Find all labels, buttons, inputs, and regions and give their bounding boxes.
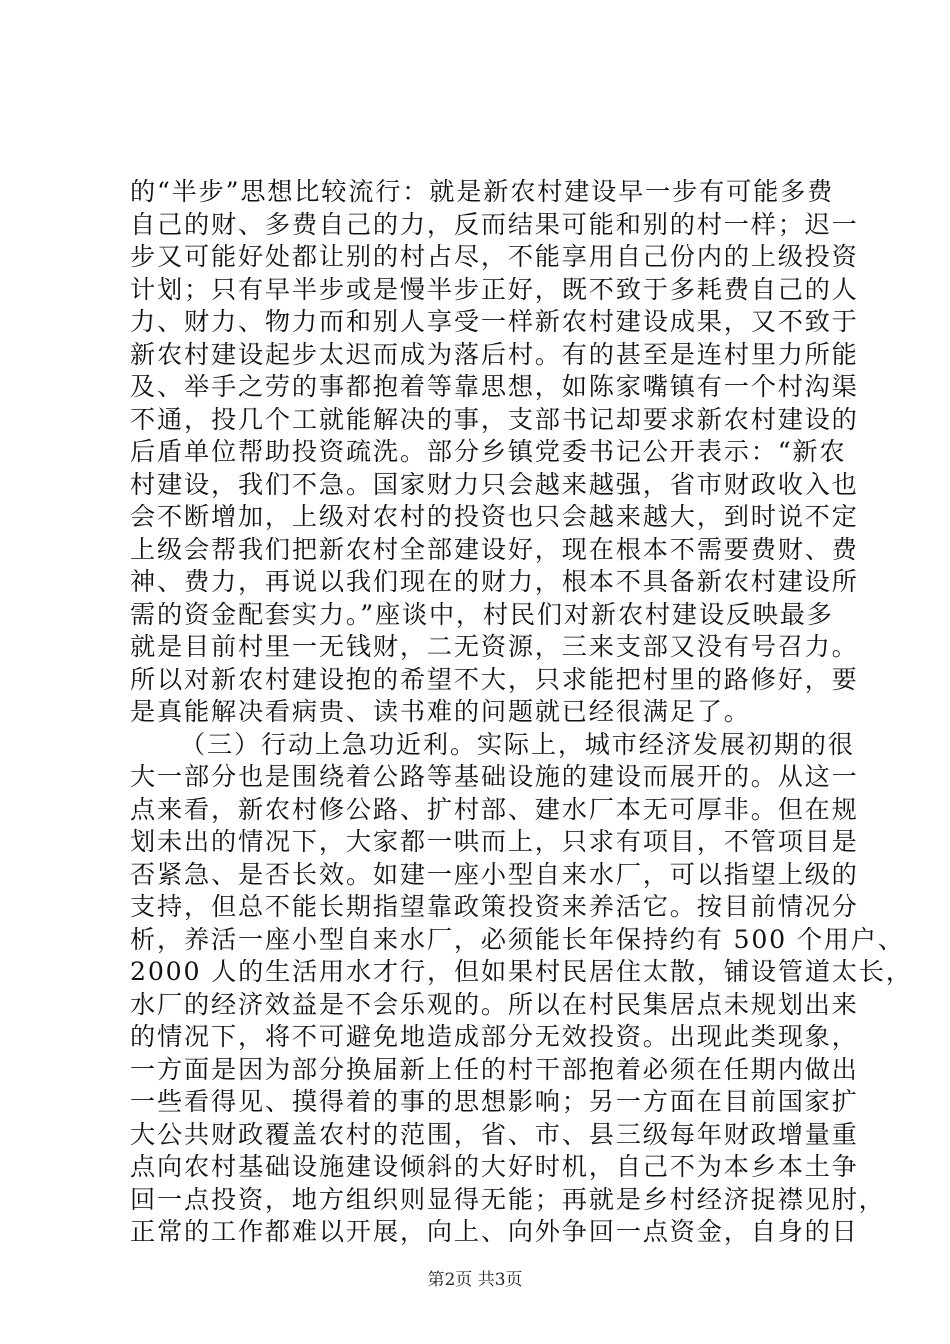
text-line: 大一部分也是围绕着公路等基础设施的建设而展开的。从这一 bbox=[130, 762, 859, 791]
body-text bbox=[130, 176, 913, 1249]
section-heading-line: （三）行动上急功近利。实际上，城市经济发展初期的很 bbox=[180, 729, 855, 759]
text-line: 计划；只有早半步或是慢半步正好，既不致于多耗费自己的人 bbox=[130, 274, 859, 304]
text-line: 的情况下，将不可避免地造成部分无效投资。出现此类现象， bbox=[130, 1022, 859, 1051]
text-line: 就是目前村里一无钱财，二无资源，三来支部又没有号召力。 bbox=[130, 632, 859, 661]
text-line: 点来看，新农村修公路、扩村部、建水厂本无可厚非。但在规 bbox=[130, 794, 859, 824]
text-line: 神、费力，再说以我们现在的财力，根本不具备新农村建设所 bbox=[130, 567, 859, 596]
text-line: 水厂的经济效益是不会乐观的。所以在村民集居点未规划出来 bbox=[130, 989, 859, 1019]
text-line: 是真能解决看病贵、读书难的问题就已经很满足了。 bbox=[130, 697, 751, 726]
text-line: 及、举手之劳的事都抱着等靠思想，如陈家嘴镇有一个村沟渠 bbox=[130, 372, 859, 401]
text-line: 一方面是因为部分换届新上任的村干部抱着必须在任期内做出 bbox=[130, 1054, 859, 1084]
text-line: 大公共财政覆盖农村的范围，省、市、县三级每年财政增量重 bbox=[130, 1119, 859, 1149]
text-line: 自己的财、多费自己的力，反而结果可能和别的村一样；迟一 bbox=[130, 209, 859, 239]
text-line: 一些看得见、摸得着的事的思想影响；另一方面在目前国家扩 bbox=[130, 1087, 859, 1116]
text-line: 所以对新农村建设抱的希望不大，只求能把村里的路修好，要 bbox=[130, 664, 859, 694]
text-line: 否紧急、是否长效。如建一座小型自来水厂，可以指望上级的 bbox=[130, 859, 859, 889]
text-line: 会不断增加，上级对农村的投资也只会越来越大，到时说不定 bbox=[130, 502, 859, 531]
text-line: 步又可能好处都让别的村占尽，不能享用自己份内的上级投资 bbox=[130, 242, 859, 271]
text-line: 新农村建设起步太迟而成为落后村。有的甚至是连村里力所能 bbox=[130, 339, 859, 369]
text-line: 划未出的情况下，大家都一哄而上，只求有项目，不管项目是 bbox=[130, 827, 859, 856]
text-line: 回一点投资，地方组织则显得无能；再就是乡村经济捉襟见肘， bbox=[130, 1184, 886, 1214]
text-line: 需的资金配套实力。”座谈中，村民们对新农村建设反映最多 bbox=[130, 599, 834, 629]
text-line: 点向农村基础设施建设倾斜的大好时机，自己不为本乡本土争 bbox=[130, 1152, 859, 1181]
text-line: 的“半步”思想比较流行：就是新农村建设早一步有可能多费 bbox=[130, 177, 835, 206]
text-line: 析，养活一座小型自来水厂，必须能长年保持约有 500 个用户、 bbox=[130, 924, 905, 954]
page-number-footer: 第2页 共3页 bbox=[427, 1270, 523, 1290]
text-line: 2000 人的生活用水才行，但如果村民居住太散，铺设管道太长， bbox=[130, 957, 913, 986]
text-line: 正常的工作都难以开展，向上、向外争回一点资金，自身的日 bbox=[130, 1217, 859, 1246]
text-line: 上级会帮我们把新农村全部建设好，现在根本不需要费财、费 bbox=[130, 534, 859, 564]
text-line: 不通，投几个工就能解决的事，支部书记却要求新农村建设的 bbox=[130, 404, 859, 434]
text-line: 支持，但总不能长期指望靠政策投资来养活它。按目前情况分 bbox=[130, 892, 859, 921]
text-line: 力、财力、物力而和别人享受一样新农村建设成果，又不致于 bbox=[130, 307, 859, 336]
text-line: 村建设，我们不急。国家财力只会越来越强，省市财政收入也 bbox=[130, 469, 859, 499]
text-line: 后盾单位帮助投资疏洗。部分乡镇党委书记公开表示：“新农 bbox=[130, 437, 847, 466]
